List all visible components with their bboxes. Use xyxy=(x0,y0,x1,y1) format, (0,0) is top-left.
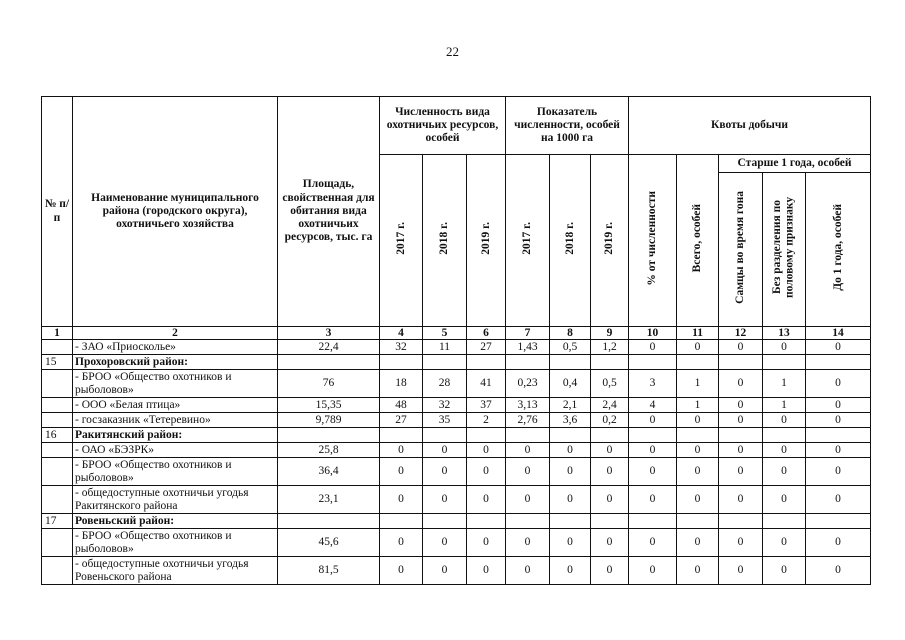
value-cell: 0 xyxy=(467,557,506,585)
table-header xyxy=(42,97,871,340)
header-older-group: Старше 1 года, особей xyxy=(719,155,871,173)
table-row xyxy=(42,458,871,486)
value-cell: 0,5 xyxy=(591,370,629,398)
empty-cell xyxy=(806,428,871,443)
row-number xyxy=(42,486,73,514)
value-cell: 1 xyxy=(763,398,806,413)
empty-cell xyxy=(719,355,763,370)
empty-cell xyxy=(278,355,380,370)
column-number: 5 xyxy=(423,327,467,340)
empty-cell xyxy=(806,514,871,529)
table-row xyxy=(42,398,871,413)
column-number: 11 xyxy=(677,327,719,340)
value-cell: 3 xyxy=(629,370,677,398)
value-cell: 0 xyxy=(719,557,763,585)
value-cell: 0 xyxy=(763,529,806,557)
header-area: Площадь, свойственная для обитания вида охотничьих ресурсов, тыс. га xyxy=(278,97,380,327)
district-name: Прохоровский район: xyxy=(73,355,278,370)
column-number: 7 xyxy=(506,327,550,340)
row-number xyxy=(42,458,73,486)
value-cell: 0 xyxy=(506,443,550,458)
empty-cell xyxy=(467,514,506,529)
empty-cell xyxy=(677,514,719,529)
value-cell: 27 xyxy=(467,340,506,355)
value-cell: 4 xyxy=(629,398,677,413)
district-row xyxy=(42,514,871,529)
header-population-2018: 2018 г. xyxy=(423,155,467,327)
empty-cell xyxy=(467,428,506,443)
value-cell: 15,35 xyxy=(278,398,380,413)
empty-cell xyxy=(506,355,550,370)
value-cell: 28 xyxy=(423,370,467,398)
column-number: 8 xyxy=(550,327,591,340)
value-cell: 1 xyxy=(677,398,719,413)
hunting-ground-name: - БРОО «Общество охотников и рыболовов» xyxy=(73,370,278,398)
hunting-ground-name: - БРОО «Общество охотников и рыболовов» xyxy=(73,529,278,557)
table-row xyxy=(42,370,871,398)
value-cell: 0,23 xyxy=(506,370,550,398)
empty-cell xyxy=(380,428,423,443)
header-population-2017: 2017 г. xyxy=(380,155,423,327)
column-number: 1 xyxy=(42,327,73,340)
value-cell: 0 xyxy=(719,458,763,486)
value-cell: 0 xyxy=(550,443,591,458)
empty-cell xyxy=(677,428,719,443)
row-number xyxy=(42,443,73,458)
value-cell: 48 xyxy=(380,398,423,413)
row-number xyxy=(42,413,73,428)
empty-cell xyxy=(719,428,763,443)
value-cell: 0 xyxy=(677,529,719,557)
value-cell: 0 xyxy=(763,340,806,355)
value-cell: 0 xyxy=(591,529,629,557)
value-cell: 0 xyxy=(806,413,871,428)
value-cell: 18 xyxy=(380,370,423,398)
value-cell: 0 xyxy=(380,557,423,585)
column-number: 13 xyxy=(763,327,806,340)
value-cell: 0 xyxy=(380,529,423,557)
value-cell: 0 xyxy=(506,486,550,514)
row-number xyxy=(42,398,73,413)
empty-cell xyxy=(591,514,629,529)
page-number: 22 xyxy=(446,44,459,59)
empty-cell xyxy=(629,355,677,370)
value-cell: 0 xyxy=(763,557,806,585)
empty-cell xyxy=(506,514,550,529)
empty-cell xyxy=(550,514,591,529)
hunting-ground-name: - ОАО «БЭЗРК» xyxy=(73,443,278,458)
value-cell: 0 xyxy=(467,458,506,486)
empty-cell xyxy=(591,428,629,443)
value-cell: 0,4 xyxy=(550,370,591,398)
column-number: 12 xyxy=(719,327,763,340)
empty-cell xyxy=(806,355,871,370)
value-cell: 0 xyxy=(719,398,763,413)
value-cell: 0 xyxy=(550,486,591,514)
empty-cell xyxy=(629,428,677,443)
value-cell: 0 xyxy=(629,557,677,585)
value-cell: 0 xyxy=(677,413,719,428)
value-cell: 36,4 xyxy=(278,458,380,486)
value-cell: 32 xyxy=(423,398,467,413)
value-cell: 0 xyxy=(423,443,467,458)
table-row xyxy=(42,529,871,557)
value-cell: 22,4 xyxy=(278,340,380,355)
table-row xyxy=(42,557,871,585)
column-number: 3 xyxy=(278,327,380,340)
empty-cell xyxy=(719,514,763,529)
header-quota-total: Всего, особей xyxy=(677,155,719,327)
value-cell: 0 xyxy=(763,458,806,486)
header-density-2019: 2019 г. xyxy=(591,155,629,327)
header-population-group: Численность вида охотничьих ресурсов, особей xyxy=(380,97,506,155)
table-body xyxy=(42,340,871,585)
header-quota-percent: % от численности xyxy=(629,155,677,327)
value-cell: 0 xyxy=(380,458,423,486)
value-cell: 0 xyxy=(629,413,677,428)
value-cell: 0 xyxy=(591,458,629,486)
empty-cell xyxy=(467,355,506,370)
value-cell: 0 xyxy=(591,486,629,514)
value-cell: 0 xyxy=(719,529,763,557)
column-number: 4 xyxy=(380,327,423,340)
value-cell: 1,2 xyxy=(591,340,629,355)
value-cell: 1 xyxy=(763,370,806,398)
header-population-2019: 2019 г. xyxy=(467,155,506,327)
value-cell: 0 xyxy=(806,443,871,458)
column-number: 2 xyxy=(73,327,278,340)
row-number: 15 xyxy=(42,355,73,370)
value-cell: 0 xyxy=(550,557,591,585)
value-cell: 27 xyxy=(380,413,423,428)
value-cell: 2 xyxy=(467,413,506,428)
empty-cell xyxy=(423,514,467,529)
table-row xyxy=(42,486,871,514)
value-cell: 25,8 xyxy=(278,443,380,458)
value-cell: 1,43 xyxy=(506,340,550,355)
empty-cell xyxy=(763,514,806,529)
value-cell: 0 xyxy=(719,340,763,355)
value-cell: 0 xyxy=(591,443,629,458)
district-name: Ракитянский район: xyxy=(73,428,278,443)
empty-cell xyxy=(677,355,719,370)
empty-cell xyxy=(380,514,423,529)
value-cell: 0 xyxy=(423,529,467,557)
hunting-ground-name: - ООО «Белая птица» xyxy=(73,398,278,413)
empty-cell xyxy=(423,428,467,443)
value-cell: 0 xyxy=(506,529,550,557)
value-cell: 41 xyxy=(467,370,506,398)
value-cell: 0 xyxy=(763,486,806,514)
value-cell: 0 xyxy=(806,458,871,486)
value-cell: 0 xyxy=(677,340,719,355)
table-row xyxy=(42,340,871,355)
value-cell: 0 xyxy=(719,413,763,428)
value-cell: 0 xyxy=(467,443,506,458)
row-number xyxy=(42,370,73,398)
district-name: Ровеньский район: xyxy=(73,514,278,529)
value-cell: 0 xyxy=(806,398,871,413)
table-row xyxy=(42,443,871,458)
header-quota-young: До 1 года, особей xyxy=(806,173,871,327)
header-name: Наименование муниципального района (городского округа), охотничьего хозяйства xyxy=(73,97,278,327)
empty-cell xyxy=(278,514,380,529)
header-density-group: Показатель численности, особей на 1000 га xyxy=(506,97,629,155)
value-cell: 0 xyxy=(629,529,677,557)
value-cell: 0 xyxy=(506,458,550,486)
value-cell: 0 xyxy=(629,486,677,514)
hunting-ground-name: - ЗАО «Приосколье» xyxy=(73,340,278,355)
hunting-ground-name: - общедоступные охотничьи угодья Ровеньского района xyxy=(73,557,278,585)
empty-cell xyxy=(763,355,806,370)
row-number xyxy=(42,557,73,585)
hunting-quota-table xyxy=(41,96,871,585)
value-cell: 0 xyxy=(550,458,591,486)
column-number: 9 xyxy=(591,327,629,340)
value-cell: 0 xyxy=(677,486,719,514)
empty-cell xyxy=(591,355,629,370)
empty-cell xyxy=(763,428,806,443)
value-cell: 0 xyxy=(423,458,467,486)
empty-cell xyxy=(629,514,677,529)
value-cell: 37 xyxy=(467,398,506,413)
header-density-2018: 2018 г. xyxy=(550,155,591,327)
value-cell: 0 xyxy=(506,557,550,585)
district-row xyxy=(42,355,871,370)
value-cell: 0 xyxy=(763,413,806,428)
empty-cell xyxy=(550,355,591,370)
value-cell: 0 xyxy=(467,529,506,557)
value-cell: 23,1 xyxy=(278,486,380,514)
value-cell: 0 xyxy=(380,443,423,458)
header-quota-group: Квоты добычи xyxy=(629,97,871,155)
hunting-ground-name: - БРОО «Общество охотников и рыболовов» xyxy=(73,458,278,486)
value-cell: 0 xyxy=(806,340,871,355)
value-cell: 76 xyxy=(278,370,380,398)
value-cell: 0 xyxy=(677,443,719,458)
empty-cell xyxy=(423,355,467,370)
row-number xyxy=(42,529,73,557)
value-cell: 0 xyxy=(550,529,591,557)
empty-cell xyxy=(550,428,591,443)
value-cell: 45,6 xyxy=(278,529,380,557)
value-cell: 11 xyxy=(423,340,467,355)
value-cell: 0 xyxy=(806,370,871,398)
row-number: 17 xyxy=(42,514,73,529)
value-cell: 9,789 xyxy=(278,413,380,428)
value-cell: 2,1 xyxy=(550,398,591,413)
value-cell: 2,76 xyxy=(506,413,550,428)
value-cell: 35 xyxy=(423,413,467,428)
value-cell: 0 xyxy=(629,458,677,486)
value-cell: 0 xyxy=(806,557,871,585)
value-cell: 3,13 xyxy=(506,398,550,413)
value-cell: 0 xyxy=(719,370,763,398)
row-number: 16 xyxy=(42,428,73,443)
value-cell: 2,4 xyxy=(591,398,629,413)
value-cell: 0 xyxy=(677,458,719,486)
header-quota-nosex: Без разделения по половому признаку xyxy=(763,173,806,327)
empty-cell xyxy=(278,428,380,443)
value-cell: 0 xyxy=(719,486,763,514)
column-number: 14 xyxy=(806,327,871,340)
value-cell: 0 xyxy=(806,486,871,514)
value-cell: 0 xyxy=(467,486,506,514)
value-cell: 0 xyxy=(677,557,719,585)
value-cell: 0 xyxy=(380,486,423,514)
value-cell: 0,2 xyxy=(591,413,629,428)
value-cell: 1 xyxy=(677,370,719,398)
value-cell: 81,5 xyxy=(278,557,380,585)
value-cell: 0 xyxy=(423,486,467,514)
empty-cell xyxy=(380,355,423,370)
header-density-2017: 2017 г. xyxy=(506,155,550,327)
header-number: № п/п xyxy=(42,97,73,327)
value-cell: 0 xyxy=(629,340,677,355)
hunting-ground-name: - госзаказник «Тетеревино» xyxy=(73,413,278,428)
column-number-row xyxy=(42,327,871,340)
empty-cell xyxy=(506,428,550,443)
row-number xyxy=(42,340,73,355)
hunting-ground-name: - общедоступные охотничьи угодья Ракитянского района xyxy=(73,486,278,514)
value-cell: 0 xyxy=(719,443,763,458)
table-row xyxy=(42,413,871,428)
value-cell: 32 xyxy=(380,340,423,355)
value-cell: 0 xyxy=(806,529,871,557)
value-cell: 0 xyxy=(423,557,467,585)
header-quota-males: Самцы во время гона xyxy=(719,173,763,327)
value-cell: 0 xyxy=(763,443,806,458)
value-cell: 3,6 xyxy=(550,413,591,428)
value-cell: 0 xyxy=(629,443,677,458)
column-number: 10 xyxy=(629,327,677,340)
value-cell: 0 xyxy=(591,557,629,585)
value-cell: 0,5 xyxy=(550,340,591,355)
column-number: 6 xyxy=(467,327,506,340)
district-row xyxy=(42,428,871,443)
